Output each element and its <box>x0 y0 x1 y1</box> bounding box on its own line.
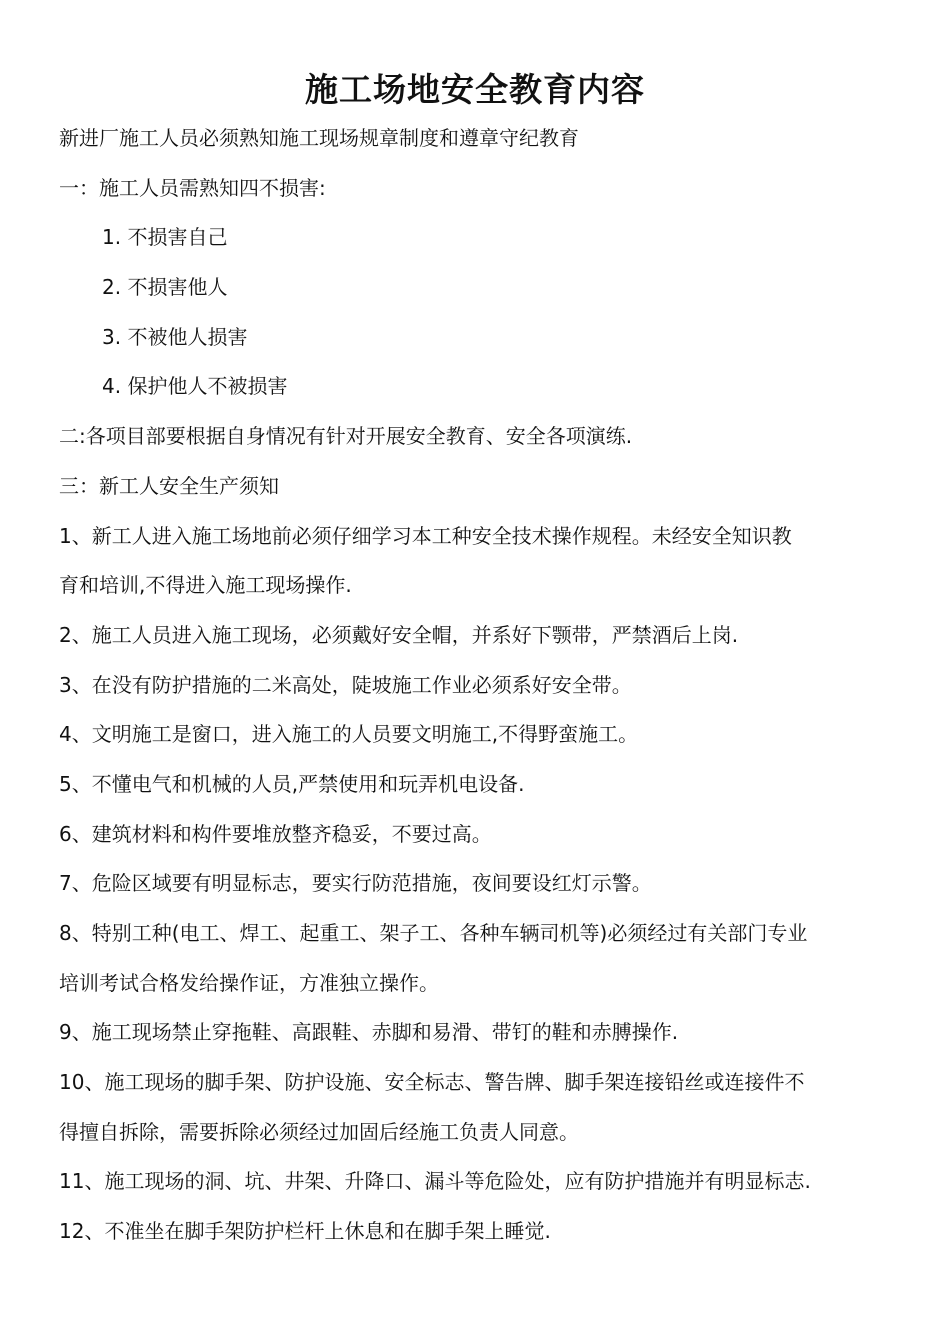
rule-5: 5、不懂电气和机械的人员,严禁使用和玩弄机电设备. <box>59 771 525 796</box>
rule-6: 6、建筑材料和构件要堆放整齐稳妥，不要过高。 <box>59 821 492 846</box>
section2-heading: 二:各项目部要根据自身情况有针对开展安全教育、安全各项演练. <box>59 424 633 449</box>
section1-item: 4. 保护他人不被损害 <box>102 374 288 399</box>
rule-8-line-1: 8、特别工种(电工、焊工、起重工、架子工、各种车辆司机等)必须经过有关部门专业 <box>59 921 808 945</box>
rule-9: 9、施工现场禁止穿拖鞋、高跟鞋、赤脚和易滑、带钉的鞋和赤膊操作. <box>59 1020 679 1045</box>
section3-heading: 三：新工人安全生产须知 <box>59 473 279 498</box>
rule-10-line-1: 10、施工现场的脚手架、防护设施、安全标志、警告牌、脚手架连接铅丝或连接件不 <box>59 1070 805 1095</box>
section1-item: 2. 不损害他人 <box>102 275 228 300</box>
document-body <box>59 114 895 1257</box>
rule-11: 11、施工现场的洞、坑、井架、升降口、漏斗等危险处，应有防护措施并有明显标志. <box>59 1169 811 1194</box>
rule-2: 2、施工人员进入施工现场，必须戴好安全帽，并系好下颚带，严禁酒后上岗. <box>59 622 739 647</box>
rule-8-line-2: 培训考试合格发给操作证，方准独立操作。 <box>59 970 439 995</box>
rule-4: 4、文明施工是窗口，进入施工的人员要文明施工,不得野蛮施工。 <box>59 722 639 747</box>
rule-10-line-2: 得擅自拆除，需要拆除必须经过加固后经施工负责人同意。 <box>59 1119 579 1144</box>
section1-item: 1. 不损害自己 <box>102 225 228 250</box>
rule-3: 3、在没有防护措施的二米高处，陡坡施工作业必须系好安全带。 <box>59 672 632 697</box>
section1-heading: 一：施工人员需熟知四不损害: <box>59 175 326 200</box>
document-title: 施工场地安全教育内容 <box>305 70 645 109</box>
rule-12: 12、不准坐在脚手架防护栏杆上休息和在脚手架上睡觉. <box>59 1219 551 1244</box>
intro-line: 新进厂施工人员必须熟知施工现场规章制度和遵章守纪教育 <box>59 126 579 150</box>
rule-7: 7、危险区域要有明显标志，要实行防范措施，夜间要设红灯示警。 <box>59 871 652 896</box>
rule-1-line-2: 育和培训,不得进入施工现场操作. <box>59 573 352 598</box>
section1-item: 3. 不被他人损害 <box>102 324 248 349</box>
rule-1-line-1: 1、新工人进入施工场地前必须仔细学习本工种安全技术操作规程。未经安全知识教 <box>59 523 792 548</box>
